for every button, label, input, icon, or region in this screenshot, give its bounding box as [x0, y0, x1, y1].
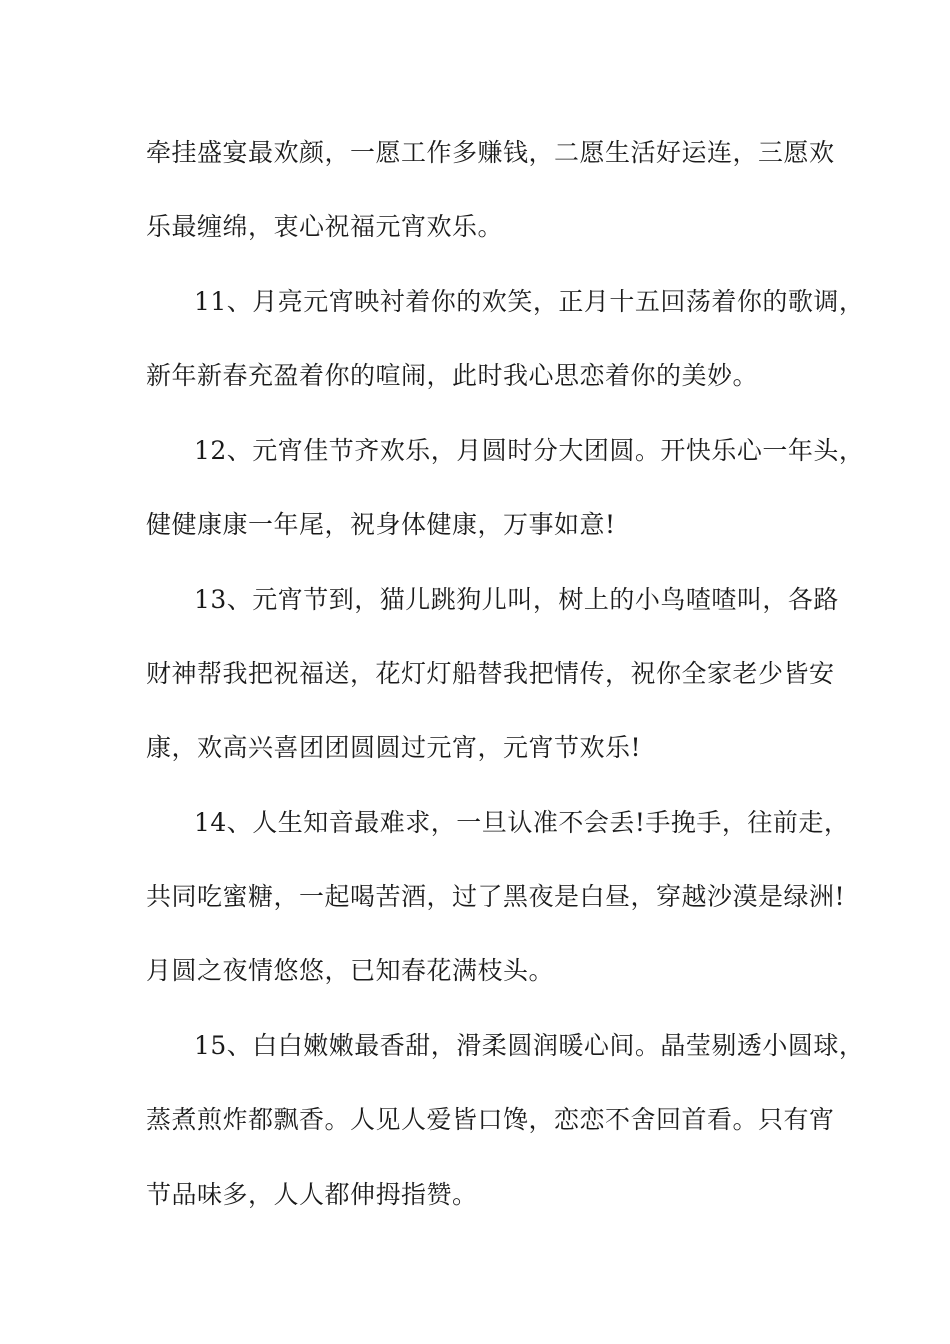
paragraph-15-line-1: 15、白白嫩嫩最香甜，滑柔圆润暖心间。晶莹剔透小圆球，	[194, 1031, 865, 1060]
paragraph-13-line-2: 财神帮我把祝福送，花灯灯船替我把情传，祝你全家老少皆安	[146, 659, 835, 688]
paragraph-11-line-2: 新年新春充盈着你的喧闹，此时我心思恋着你的美妙。	[146, 361, 759, 390]
text-line: 牵挂盛宴最欢颜，一愿工作多赚钱，二愿生活好运连，三愿欢	[146, 138, 835, 167]
text-line: 乐最缠绵，衷心祝福元宵欢乐。	[146, 212, 504, 241]
paragraph-13-line-3: 康，欢高兴喜团团圆圆过元宵，元宵节欢乐!	[146, 733, 642, 762]
paragraph-12-line-1: 12、元宵佳节齐欢乐，月圆时分大团圆。开快乐心一年头，	[194, 436, 865, 465]
paragraph-14-line-1: 14、人生知音最难求，一旦认准不会丢!手挽手，往前走，	[194, 808, 850, 837]
paragraph-12-line-2: 健健康康一年尾，祝身体健康，万事如意!	[146, 510, 616, 539]
paragraph-14-line-2: 共同吃蜜糖，一起喝苦酒，过了黑夜是白昼，穿越沙漠是绿洲!	[146, 882, 846, 911]
paragraph-11-line-1: 11、月亮元宵映衬着你的欢笑，正月十五回荡着你的歌调，	[194, 287, 865, 316]
paragraph-15-line-2: 蒸煮煎炸都飘香。人见人爱皆口馋，恋恋不舍回首看。只有宵	[146, 1105, 835, 1134]
paragraph-14-line-3: 月圆之夜情悠悠，已知春花满枝头。	[146, 956, 555, 985]
paragraph-15-line-3: 节品味多，人人都伸拇指赞。	[146, 1180, 478, 1209]
paragraph-13-line-1: 13、元宵节到，猫儿跳狗儿叫，树上的小鸟喳喳叫，各路	[194, 585, 839, 614]
